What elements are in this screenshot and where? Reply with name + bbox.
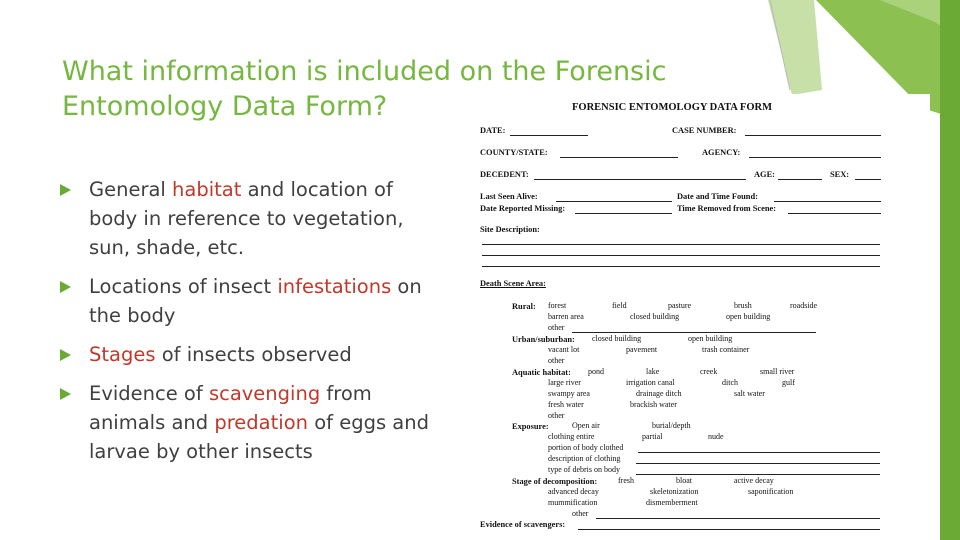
- slide-title: What information is included on the Forensic Entomology Data Form?: [62, 56, 667, 122]
- form-label-aquatic: Aquatic habitat:: [512, 368, 571, 377]
- form-label-county-state: COUNTY/STATE:: [480, 148, 548, 157]
- form-label-urban: Urban/suburban:: [512, 335, 575, 344]
- form-label-last-seen-alive: Last Seen Alive:: [480, 192, 538, 201]
- form-label-date: DATE:: [480, 126, 506, 135]
- form-label-exposure: Exposure:: [512, 422, 549, 431]
- form-label-case-number: CASE NUMBER:: [672, 126, 737, 135]
- highlight-scavenging: scavenging: [208, 382, 321, 405]
- bullet-habitat: General habitat and location of body in reference to vegetation, sun, shade, etc.: [60, 175, 440, 262]
- form-label-time-removed: Time Removed from Scene:: [677, 204, 777, 213]
- bullet-scavenging: Evidence of scavenging from animals and predation of eggs and larvae by other insects: [60, 379, 440, 466]
- bullet-list: [60, 175, 440, 476]
- highlight-infestations: infestations: [277, 275, 392, 298]
- triangle-bullet-icon: [60, 281, 71, 293]
- form-label-date-time-found: Date and Time Found:: [677, 192, 758, 201]
- form-label-sex: SEX:: [830, 170, 850, 179]
- form-label-decomposition: Stage of decomposition:: [512, 477, 598, 486]
- form-label-site-description: Site Description:: [480, 225, 540, 234]
- forensic-form-image: FORENSIC ENTOMOLOGY DATA FORM DATE: CASE NUMBER: COUNTY/STATE: AGENCY: DECEDENT: AGE: SEX: Last Seen Alive: Date and Time Found: Date Reported Missing: Time Removed from Scene: Site Description: Death Scene Area: Rural: forest field pasture brush roadside barren area closed building open building other Urban/suburban: closed building open building vacant lot pavement trash container other Aquatic habitat: pond lake creek small river large river irrigation canal ditch gulf swampy area drainage ditch salt water fresh water brackish water other Exposure: Open air burial/depth clothing entire partial nude portion of body clothed description of clothing type of debris on body Stage of decomposition: fresh bloat active decay advanced decay skeletonization saponification mummification dismemberment other Evidence of scavengers:: [472, 94, 930, 540]
- triangle-bullet-icon: [60, 388, 71, 400]
- highlight-stages: Stages: [89, 343, 156, 366]
- triangle-bullet-icon: [60, 349, 71, 361]
- form-label-date-reported-missing: Date Reported Missing:: [480, 204, 566, 213]
- form-label-decedent: DECEDENT:: [480, 170, 529, 179]
- bullet-stages: Stages of insects observed: [60, 340, 440, 369]
- bullet-infestations: Locations of insect infestations on the body: [60, 272, 440, 330]
- form-label-scavengers: Evidence of scavengers:: [480, 520, 566, 529]
- form-title: FORENSIC ENTOMOLOGY DATA FORM: [572, 102, 772, 113]
- triangle-bullet-icon: [60, 184, 71, 196]
- highlight-habitat: habitat: [172, 178, 242, 201]
- form-label-age: AGE:: [754, 170, 775, 179]
- highlight-predation: predation: [214, 411, 308, 434]
- form-label-agency: AGENCY:: [702, 148, 741, 157]
- form-label-death-scene-area: Death Scene Area:: [480, 279, 546, 288]
- form-label-rural: Rural:: [512, 302, 536, 311]
